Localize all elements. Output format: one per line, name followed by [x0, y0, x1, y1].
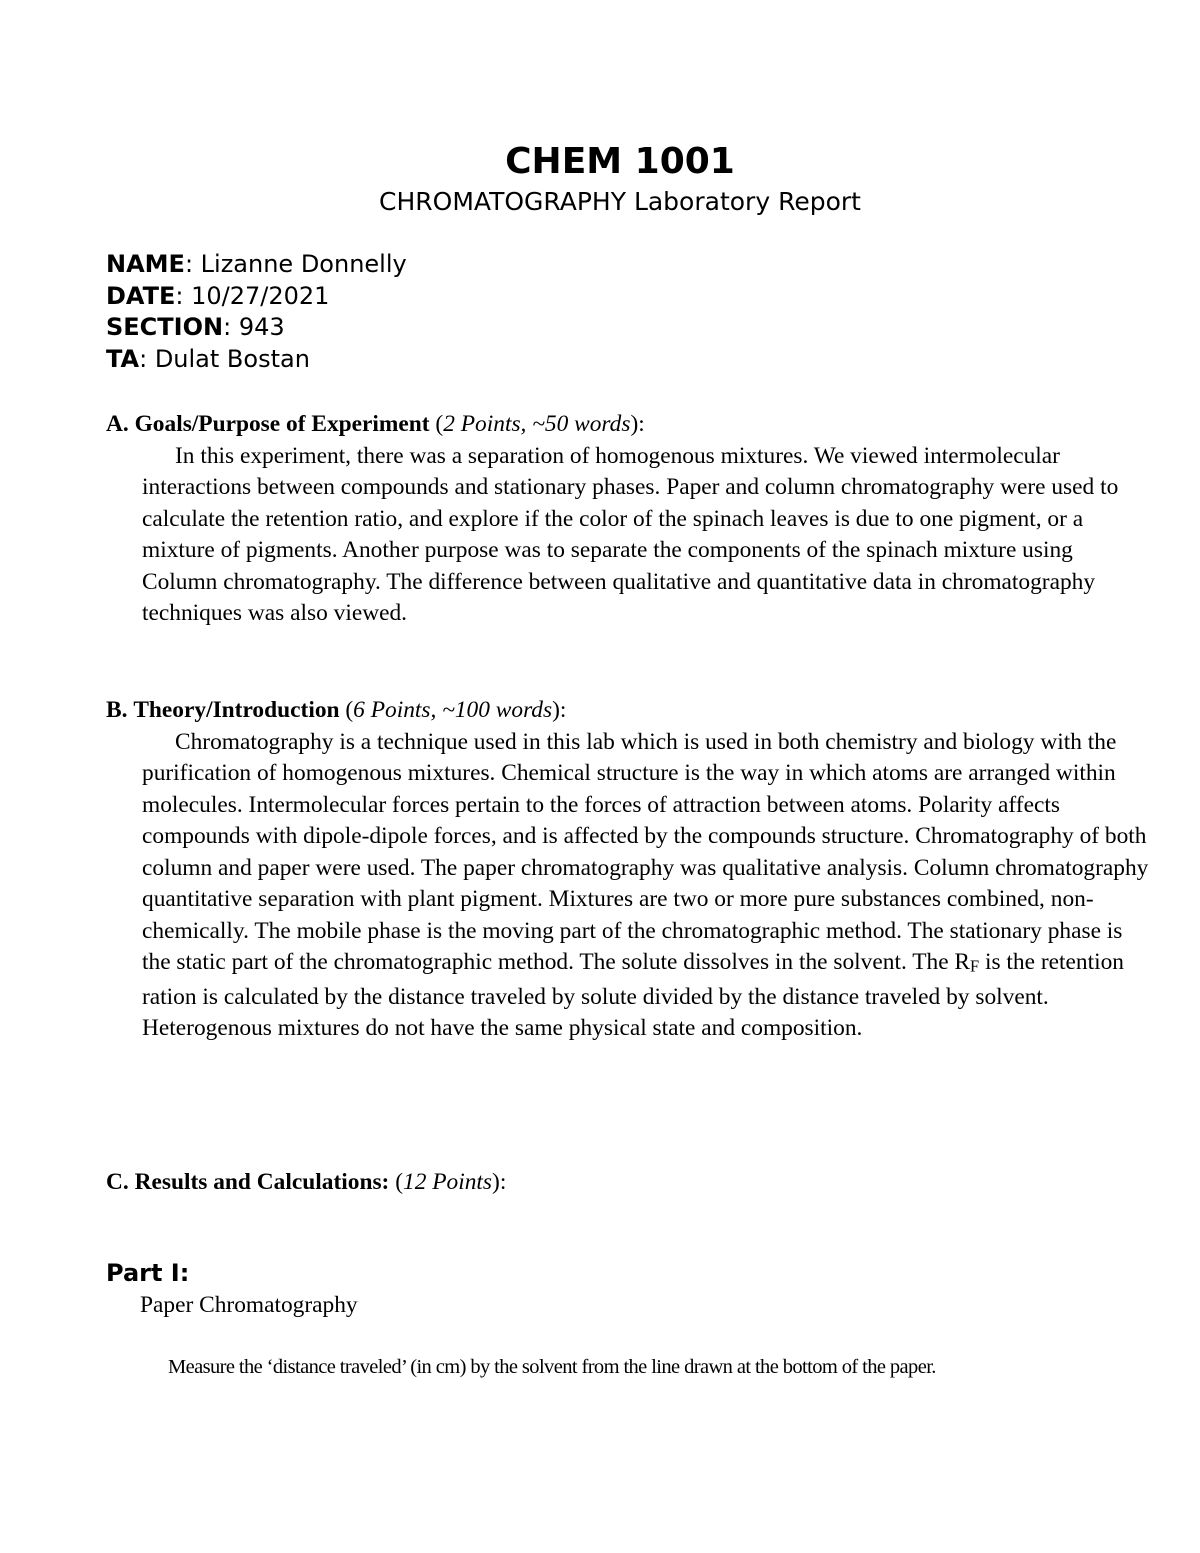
- section-label: SECTION: [106, 313, 224, 341]
- section-c-title: Results and Calculations:: [134, 1169, 390, 1195]
- student-info: [106, 249, 407, 375]
- section-b-body: [142, 727, 1152, 1045]
- part-one-title: Part I:: [106, 1259, 190, 1287]
- section-c-heading: C. Results and Calculations: (12 Points):: [106, 1169, 507, 1195]
- section-value: 943: [238, 313, 285, 341]
- section-b-letter: B.: [106, 697, 128, 723]
- part-one-subtitle: Paper Chromatography: [140, 1292, 358, 1318]
- section-b-points: 6 Points, ~100 words: [353, 697, 553, 723]
- name-row: NAME: Lizanne Donnelly: [106, 250, 407, 278]
- section-a-title: Goals/Purpose of Experiment: [134, 411, 430, 437]
- section-results: [106, 1167, 1156, 1199]
- section-a-points: 2 Points, ~50 words: [443, 411, 631, 437]
- section-a-letter: A.: [106, 411, 129, 437]
- section-b-body-part1: Chromatography is a technique used in this lab which is used in both chemistry and biology with the purification of homogenous mixtures. Chemical structure is the way in which atoms are arranged within molecules. Intermolecular forces pertain to the forces of attraction between atoms. Polarity affects compounds with dipole-dipole forces, and is affected by the compounds structure. Chromatography of both column and paper were used. The paper chromatography was qualitative analysis. Column chromatography quantitative separation with plant pigment. Mixtures are two or more pure substances combined, non-chemically. The mobile phase is the moving part of the chromatographic method. The stationary phase is the static part of the chromatographic method. The solute dissolves in the solvent. The R: [142, 728, 1149, 975]
- section-a-body: In this experiment, there was a separation of homogenous mixtures. We viewed intermolecular interactions between compounds and stationary phases. Paper and column chromatography were used to calculate the retention ratio, and explore if the color of the spinach leaves is due to one pigment, or a mixture of pigments. Another purpose was to separate the components of the spinach mixture using Column chromatography. The difference between qualitative and quantitative data in chromatography techniques was also viewed.: [142, 442, 1119, 626]
- section-b-title: Theory/Introduction: [133, 697, 340, 723]
- section-goals: [106, 409, 1156, 630]
- section-a-heading: A. Goals/Purpose of Experiment (2 Points, ~50 words):: [106, 411, 645, 437]
- course-title: CHEM 1001: [505, 141, 735, 182]
- name-value: Lizanne Donnelly: [200, 250, 407, 278]
- section-b-body-part2: is the retention ration is calculated by the distance traveled by solute divided by the distance traveled by solvent. Heterogenous mixtures do not have the same physical state and composition.: [142, 949, 1124, 1042]
- section-row: SECTION: 943: [106, 313, 285, 341]
- section-c-letter: C.: [106, 1169, 129, 1195]
- section-b-heading: B. Theory/Introduction (6 Points, ~100 words):: [106, 697, 567, 723]
- ta-value: Dulat Bostan: [154, 344, 310, 373]
- part-one-instruction: Measure the ‘distance traveled’ (in cm) by the solvent from the line drawn at the bottom of the paper.: [168, 1356, 936, 1378]
- date-row: DATE: 10/27/2021: [106, 281, 330, 310]
- name-label: NAME: [106, 250, 185, 278]
- ta-row: TA: Dulat Bostan: [106, 344, 310, 373]
- section-c-points: 12 Points: [403, 1169, 493, 1195]
- date-value: 10/27/2021: [191, 281, 330, 310]
- date-label: DATE: [106, 281, 176, 310]
- ta-label: TA: [106, 344, 140, 373]
- report-title: CHROMATOGRAPHY Laboratory Report: [379, 187, 861, 216]
- rf-subscript: F: [970, 956, 980, 976]
- section-theory: [106, 695, 1156, 1045]
